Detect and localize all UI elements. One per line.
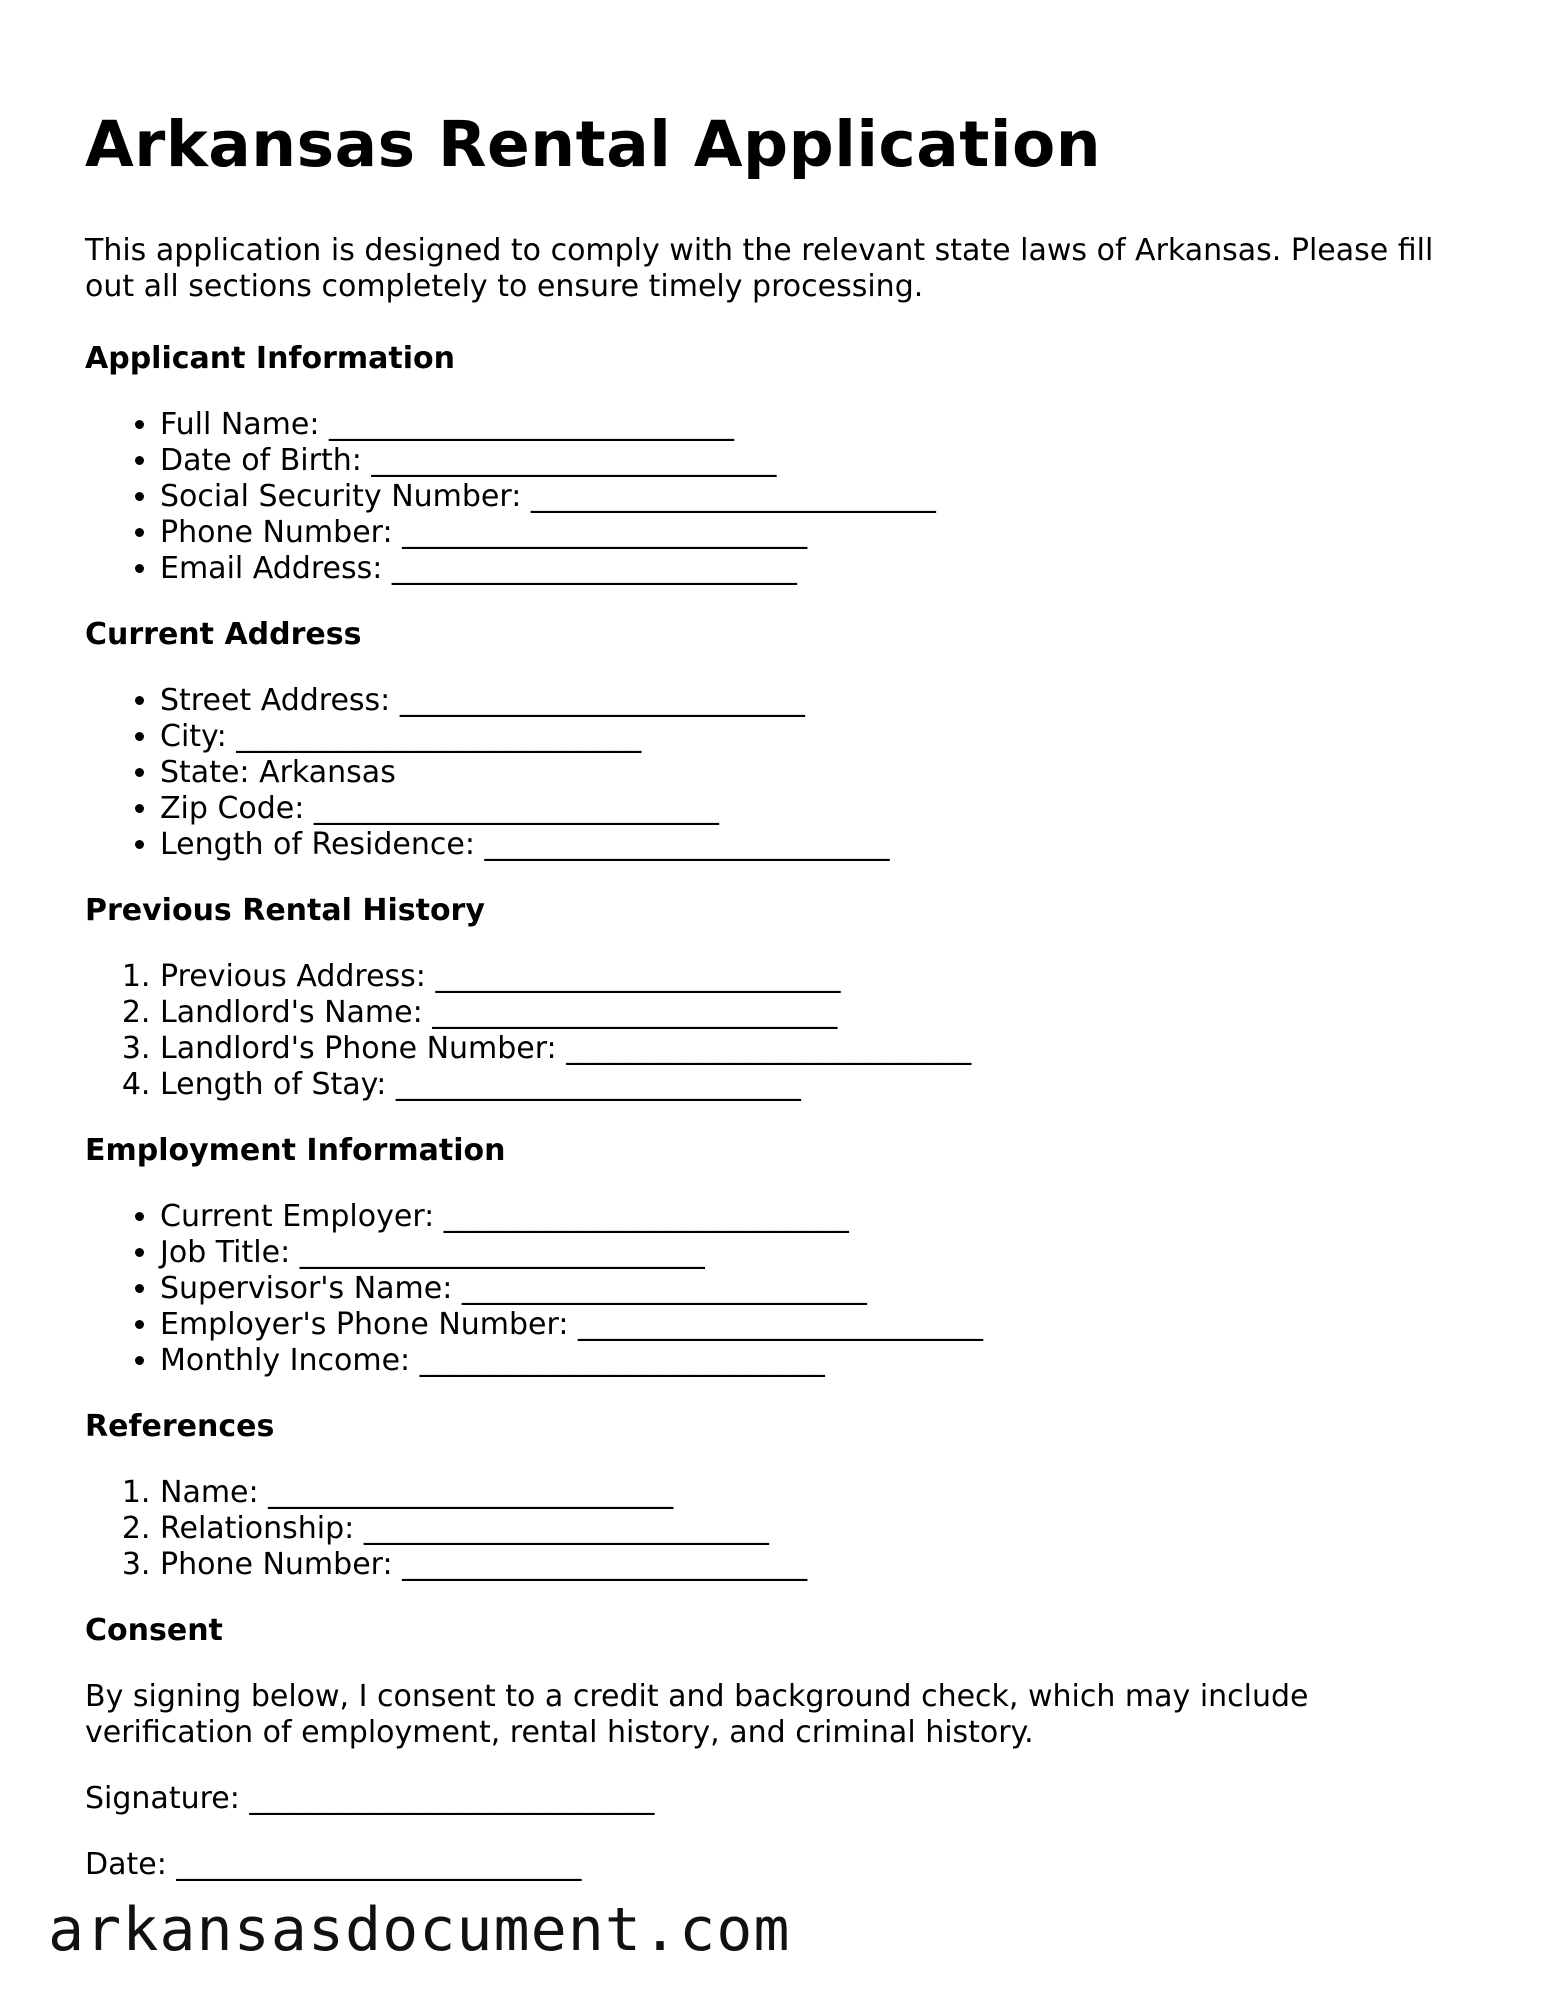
list-item: [160, 1547, 1465, 1583]
field-label-relationship: Relationship:: [160, 1511, 355, 1546]
list-item: [160, 1031, 1465, 1067]
field-label-full-name: Full Name:: [160, 407, 320, 442]
supervisor-blank[interactable]: ___________________________: [461, 1271, 867, 1306]
ssn-blank[interactable]: ___________________________: [530, 479, 936, 514]
signature-label: Signature:: [85, 1781, 240, 1816]
list-item: [160, 479, 1465, 515]
signature-blank[interactable]: ___________________________: [249, 1781, 655, 1816]
field-label-zip: Zip Code:: [160, 791, 305, 826]
section-heading-address: Current Address: [85, 617, 362, 652]
previous-address-blank[interactable]: ___________________________: [435, 959, 841, 994]
list-item: [160, 959, 1465, 995]
list-item: [160, 1199, 1465, 1235]
list-item: [160, 1307, 1465, 1343]
state-value: Arkansas: [259, 755, 396, 790]
list-item: [160, 1511, 1465, 1547]
employment-field-list: [85, 1199, 1465, 1379]
field-label-length-residence: Length of Residence:: [160, 827, 475, 862]
employer-blank[interactable]: ___________________________: [443, 1199, 849, 1234]
list-item: [160, 995, 1465, 1031]
section-heading-rental-history: Previous Rental History: [85, 893, 485, 928]
date-of-birth-blank[interactable]: ___________________________: [371, 443, 777, 478]
field-label-city: City:: [160, 719, 227, 754]
section-heading-applicant: Applicant Information: [85, 341, 455, 376]
landlord-phone-blank[interactable]: ___________________________: [566, 1031, 972, 1066]
email-blank[interactable]: ___________________________: [391, 551, 797, 586]
list-item: [160, 683, 1465, 719]
phone-blank[interactable]: ___________________________: [402, 515, 808, 550]
consent-paragraph: By signing below, I consent to a credit and background check, which may include verification of employment, rental history, and criminal history.: [85, 1679, 1309, 1750]
list-item: [160, 407, 1465, 443]
list-item: [160, 1067, 1465, 1103]
field-label-phone: Phone Number:: [160, 515, 393, 550]
address-field-list: [85, 683, 1465, 863]
field-label-reference-phone: Phone Number:: [160, 1547, 393, 1582]
list-item: [160, 1271, 1465, 1307]
list-item: [160, 827, 1465, 863]
list-item: [160, 791, 1465, 827]
list-item: [160, 551, 1465, 587]
applicant-field-list: [85, 407, 1465, 587]
field-label-length-stay: Length of Stay:: [160, 1067, 387, 1102]
field-label-email: Email Address:: [160, 551, 383, 586]
field-label-supervisor: Supervisor's Name:: [160, 1271, 453, 1306]
list-item: [160, 719, 1465, 755]
length-residence-blank[interactable]: ___________________________: [484, 827, 890, 862]
field-label-date-of-birth: Date of Birth:: [160, 443, 362, 478]
city-blank[interactable]: ___________________________: [236, 719, 642, 754]
list-item: [160, 1235, 1465, 1271]
page-title: Arkansas Rental Application: [85, 108, 1102, 181]
field-label-state: State:: [160, 755, 250, 790]
monthly-income-blank[interactable]: ___________________________: [419, 1343, 825, 1378]
field-label-employer: Current Employer:: [160, 1199, 435, 1234]
document-page: [85, 105, 1465, 1913]
field-label-reference-name: Name:: [160, 1475, 259, 1510]
landlord-name-blank[interactable]: ___________________________: [432, 995, 838, 1030]
length-stay-blank[interactable]: ___________________________: [395, 1067, 801, 1102]
list-item: [160, 755, 1465, 791]
list-item: [160, 443, 1465, 479]
field-label-street: Street Address:: [160, 683, 391, 718]
field-label-employer-phone: Employer's Phone Number:: [160, 1307, 569, 1342]
field-label-landlord-name: Landlord's Name:: [160, 995, 423, 1030]
date-label: Date:: [85, 1847, 167, 1882]
field-label-job-title: Job Title:: [160, 1235, 291, 1270]
relationship-blank[interactable]: ___________________________: [363, 1511, 769, 1546]
section-heading-consent: Consent: [85, 1613, 223, 1648]
reference-phone-blank[interactable]: ___________________________: [402, 1547, 808, 1582]
section-heading-employment: Employment Information: [85, 1133, 506, 1168]
employer-phone-blank[interactable]: ___________________________: [577, 1307, 983, 1342]
signature-line: [85, 1781, 1465, 1817]
field-label-ssn: Social Security Number:: [160, 479, 522, 514]
full-name-blank[interactable]: ___________________________: [329, 407, 734, 442]
list-item: [160, 1475, 1465, 1511]
intro-paragraph: This application is designed to comply with the relevant state laws of Arkansas. Please fill out all sections completely to ensure timely processing.: [85, 233, 1434, 304]
zip-blank[interactable]: ___________________________: [313, 791, 719, 826]
job-title-blank[interactable]: ___________________________: [299, 1235, 705, 1270]
rental-history-field-list: [85, 959, 1465, 1103]
date-blank[interactable]: ___________________________: [176, 1847, 582, 1882]
section-heading-references: References: [85, 1409, 275, 1444]
references-field-list: [85, 1475, 1465, 1583]
list-item: [160, 515, 1465, 551]
date-line: [85, 1847, 1465, 1883]
street-blank[interactable]: ___________________________: [399, 683, 805, 718]
field-label-landlord-phone: Landlord's Phone Number:: [160, 1031, 557, 1066]
field-label-previous-address: Previous Address:: [160, 959, 426, 994]
reference-name-blank[interactable]: ___________________________: [268, 1475, 674, 1510]
watermark: arkansasdocument.com: [48, 1895, 791, 1965]
field-label-monthly-income: Monthly Income:: [160, 1343, 411, 1378]
list-item: [160, 1343, 1465, 1379]
